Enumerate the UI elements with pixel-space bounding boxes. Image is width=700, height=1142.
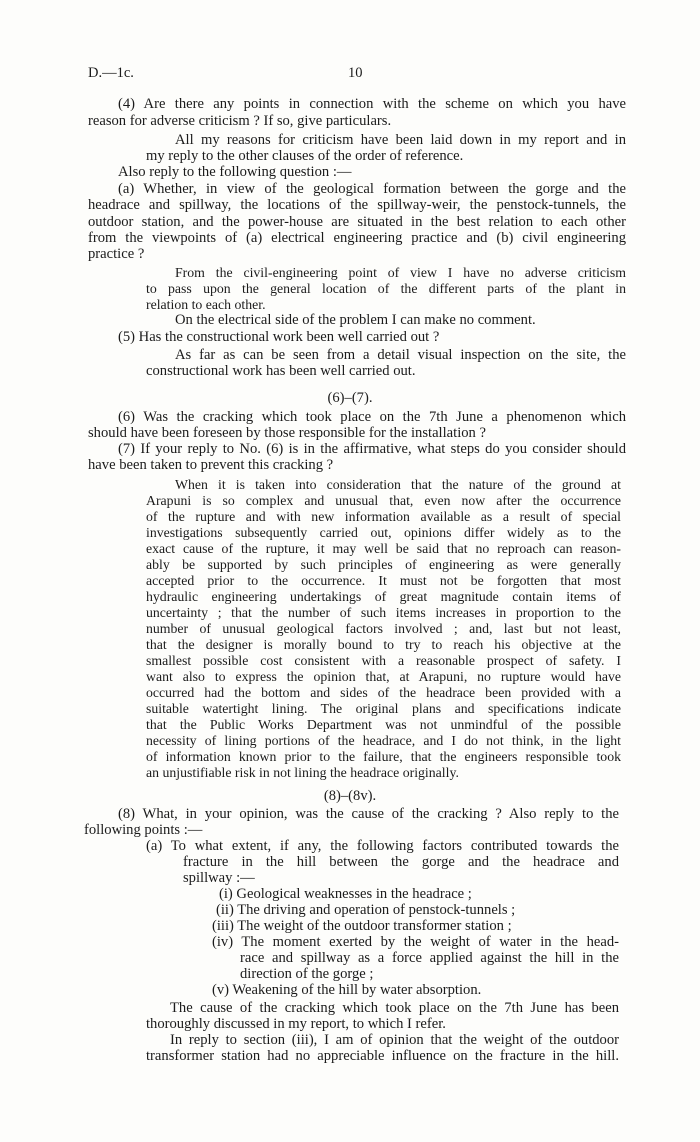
body-line: On the electrical side of the problem I can make no comment.	[175, 312, 536, 328]
body-line: transformer station had no appreciable influence on the fracture in the hill.	[146, 1048, 619, 1064]
body-line: that the designer is morally bound to try to reach his objective at the	[146, 637, 621, 652]
body-line: direction of the gorge ;	[240, 966, 374, 982]
body-line: When it is taken into consideration that the nature of the ground at	[175, 477, 621, 492]
body-line: necessity of lining portions of the headrace, and I do not think, in the light	[146, 733, 621, 748]
body-line: of information known prior to the failure, that the engineers responsible took	[146, 749, 621, 764]
body-line: The cause of the cracking which took place on the 7th June has been	[170, 1000, 619, 1016]
body-line: an unjustifiable risk in not lining the headrace originally.	[146, 765, 459, 780]
body-line: (4) Are there any points in connection with the scheme on which you have	[118, 96, 626, 112]
body-line: headrace and spillway, the locations of the spillway-weir, the penstock-tunnels, the	[88, 197, 626, 213]
body-line: spillway :—	[183, 870, 255, 886]
body-line: practice ?	[88, 246, 145, 262]
body-line: (5) Has the constructional work been well carried out ?	[118, 329, 440, 345]
body-line: suitable watertight lining. The original plans and specifications indicate	[146, 701, 621, 716]
body-line: reason for adverse criticism ? If so, give particulars.	[88, 113, 392, 129]
body-line: uncertainty ; that the number of such items increases in proportion to the	[146, 605, 621, 620]
body-line: accepted prior to the occurrence. It must not be forgotten that most	[146, 573, 621, 588]
body-line: number of unusual geological factors involved ; and, last but not least,	[146, 621, 621, 636]
body-line: should have been foreseen by those responsible for the installation ?	[88, 425, 486, 441]
body-line: thoroughly discussed in my report, to which I refer.	[146, 1016, 446, 1032]
body-line: to pass upon the general location of the different parts of the plant in	[146, 281, 626, 296]
body-line: outdoor station, and the power-house are situated in the best relation to each other	[88, 214, 626, 230]
body-line: want also to express the opinion that, at Arapuni, no rupture would have	[146, 669, 621, 684]
body-line: fracture in the hill between the gorge and the headrace and	[183, 854, 619, 870]
body-line: smallest possible cost consistent with a reasonable prospect of safety. I	[146, 653, 621, 668]
page-number: 10	[348, 65, 363, 81]
body-line: Also reply to the following question :—	[118, 164, 352, 180]
body-line: (8) What, in your opinion, was the cause of the cracking ? Also reply to the	[118, 806, 619, 822]
body-line: (iv) The moment exerted by the weight of water in the head-	[212, 934, 619, 950]
body-line: All my reasons for criticism have been laid down in my report and in	[175, 132, 626, 148]
body-line: from the viewpoints of (a) electrical engineering practice and (b) civil engineering	[88, 230, 626, 246]
body-line: ably be supported by such principles of engineering as were generally	[146, 557, 621, 572]
body-line: constructional work has been well carried out.	[146, 363, 416, 379]
body-line: (6) Was the cracking which took place on the 7th June a phenomenon which	[118, 409, 626, 425]
document-reference: D.—1c.	[88, 65, 134, 81]
body-line: (a) Whether, in view of the geological formation between the gorge and the	[118, 181, 626, 197]
body-line: In reply to section (iii), I am of opinion that the weight of the outdoor	[170, 1032, 619, 1048]
body-line: hydraulic engineering undertakings of great magnitude contain items of	[146, 589, 621, 604]
body-line: race and spillway as a force applied against the hill in the	[240, 950, 619, 966]
body-line: (ii) The driving and operation of penstock-tunnels ;	[216, 902, 516, 918]
body-line: exact cause of the rupture, it may well be said that no reproach can reason-	[146, 541, 621, 556]
body-line: From the civil-engineering point of view I have no adverse criticism	[175, 265, 626, 280]
body-line: (i) Geological weaknesses in the headrace ;	[219, 886, 472, 902]
body-line: have been taken to prevent this cracking ?	[88, 457, 334, 473]
body-line: As far as can be seen from a detail visual inspection on the site, the	[175, 347, 626, 363]
body-line: (7) If your reply to No. (6) is in the affirmative, what steps do you consider should	[118, 441, 626, 457]
body-line: investigations subsequently carried out, opinions differ widely as to the	[146, 525, 621, 540]
body-line: that the Public Works Department was not unmindful of the possible	[146, 717, 621, 732]
body-line: Arapuni is so complex and unusual that, even now after the occurrence	[146, 493, 621, 508]
body-line: relation to each other.	[146, 297, 266, 312]
body-line: of the rupture and with new information available as a result of special	[146, 509, 621, 524]
body-line: occurred had the bottom and sides of the headrace been provided with a	[146, 685, 621, 700]
body-line: (a) To what extent, if any, the following factors contributed towards the	[146, 838, 619, 854]
section-heading: (8)–(8v).	[323, 788, 377, 804]
body-line: my reply to the other clauses of the order of reference.	[146, 148, 464, 164]
section-heading: (6)–(7).	[327, 390, 373, 406]
body-line: (v) Weakening of the hill by water absorption.	[212, 982, 482, 998]
body-line: following points :—	[84, 822, 203, 838]
body-line: (iii) The weight of the outdoor transformer station ;	[212, 918, 512, 934]
